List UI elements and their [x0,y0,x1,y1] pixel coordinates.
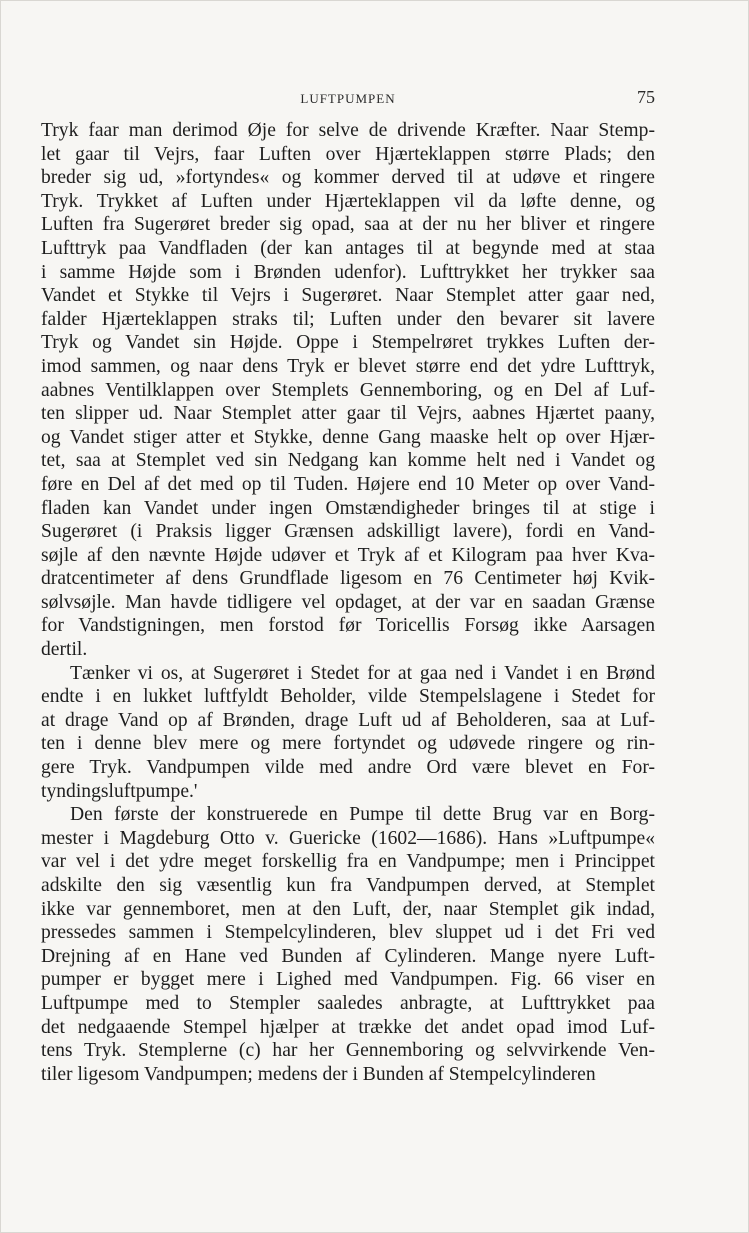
text-line: fladen kan Vandet under ingen Omstændigheder bringes til at stige i [41,497,655,519]
text-line: ten slipper ud. Naar Stemplet atter gaar til Vejrs, aabnes Hjærtet paany, [41,403,655,425]
text-line: søjle af den nævnte Højde udøver et Tryk af et Kilogram paa hver Kva- [41,544,655,566]
text-line: pumper er bygget mere i Lighed med Vandpumpen. Fig. 66 viser en [41,969,655,991]
text-line: Lufttryk paa Vandfladen (der kan antages til at begynde med at staa [41,237,655,259]
text-line: dertil. [41,639,88,661]
text-line: tet, saa at Stemplet ved sin Nedgang kan komme helt ned i Vandet og [41,450,655,472]
text-line: Tryk faar man derimod Øje for selve de drivende Kræfter. Naar Stemp- [41,120,655,141]
text-line: var vel i det ydre meget forskellig fra en Vandpumpe; men i Princippet [41,851,655,873]
text-line: Den første der konstruerede en Pumpe til dette Brug var en Borg- [70,804,655,826]
paragraph [41,662,655,804]
text-line: breder sig ud, »fortyndes« og kommer derved til at udøve et ringere [41,167,655,189]
paragraph [41,803,655,1086]
body-text [41,119,655,1086]
text-line: ten i denne blev mere og mere fortyndet og udøvede ringere og rin- [41,733,655,755]
text-line: at drage Vand op af Brønden, drage Luft ud af Beholderen, saa at Luf- [41,709,655,731]
text-line: Sugerøret (i Praksis ligger Grænsen adskilligt lavere), fordi en Vand- [41,521,655,543]
paragraph [41,119,655,662]
text-line: sølvsøjle. Man havde tidligere vel opdaget, at der var en saadan Grænse [41,591,655,613]
text-line: mester i Magdeburg Otto v. Guericke (1602—1686). Hans »Luftpumpe« [41,827,655,849]
text-line: pressedes sammen i Stempelcylinderen, blev sluppet ud i det Fri ved [41,922,655,944]
text-line: føre en Del af det med op til Tuden. Højere end 10 Meter op over Vand- [41,473,655,495]
text-line: Tænker vi os, at Sugerøret i Stedet for at gaa ned i Vandet i en Brønd [70,662,655,684]
text-line: for Vandstigningen, men forstod før Toricellis Forsøg ikke Aarsagen [41,615,655,637]
text-line: let gaar til Vejrs, faar Luften over Hjærteklappen større Plads; den [41,143,655,165]
text-line: Vandet et Stykke til Vejrs i Sugerøret. Naar Stemplet atter gaar ned, [41,285,655,307]
text-line: Luften fra Sugerøret breder sig opad, saa at der nu her bliver et ringere [41,214,655,236]
text-line: tens Tryk. Stemplerne (c) har her Gennemboring og selvvirkende Ven- [41,1040,655,1062]
text-line: dratcentimeter af dens Grundflade ligesom en 76 Centimeter høj Kvik- [41,568,655,590]
text-line: gere Tryk. Vandpumpen vilde med andre Ord være blevet en For- [41,757,655,779]
text-line: Drejning af en Hane ved Bunden af Cylinderen. Mange nyere Luft- [41,945,655,967]
running-head: LUFTPUMPEN [300,91,396,106]
text-line: ikke var gennemboret, men at den Luft, der, naar Stemplet gik indad, [41,898,655,920]
text-line: og Vandet stiger atter et Stykke, denne Gang maaske helt op over Hjær- [41,426,655,448]
text-line: i samme Højde som i Brønden udenfor). Lufttrykket her trykker saa [41,261,655,283]
page-header [41,87,655,111]
text-line: Tryk og Vandet sin Højde. Oppe i Stempelrøret trykkes Luften der- [41,332,655,354]
text-line: tiler ligesom Vandpumpen; medens der i Bunden af Stempelcylinderen [41,1063,596,1085]
page-number: 75 [637,87,655,107]
text-line: Tryk. Trykket af Luften under Hjærteklappen vil da løfte denne, og [41,190,655,212]
text-line: adskilte den sig væsentlig kun fra Vandpumpen derved, at Stemplet [41,875,655,896]
text-line: aabnes Ventilklappen over Stemplets Gennemboring, og en Del af Luf- [41,379,655,401]
text-line: falder Hjærteklappen straks til; Luften under den bevarer sit lavere [41,308,655,330]
text-line: det nedgaaende Stempel hjælper at trække det andet opad imod Luf- [41,1016,655,1038]
text-line: tyndingsluftpumpe.' [41,780,198,802]
text-line: Luftpumpe med to Stempler saaledes anbragte, at Lufttrykket paa [41,992,655,1014]
text-line: endte i en lukket luftfyldt Beholder, vilde Stempelslagene i Stedet for [41,686,655,708]
text-line: imod sammen, og naar dens Tryk er blevet større end det ydre Lufttryk, [41,355,655,377]
